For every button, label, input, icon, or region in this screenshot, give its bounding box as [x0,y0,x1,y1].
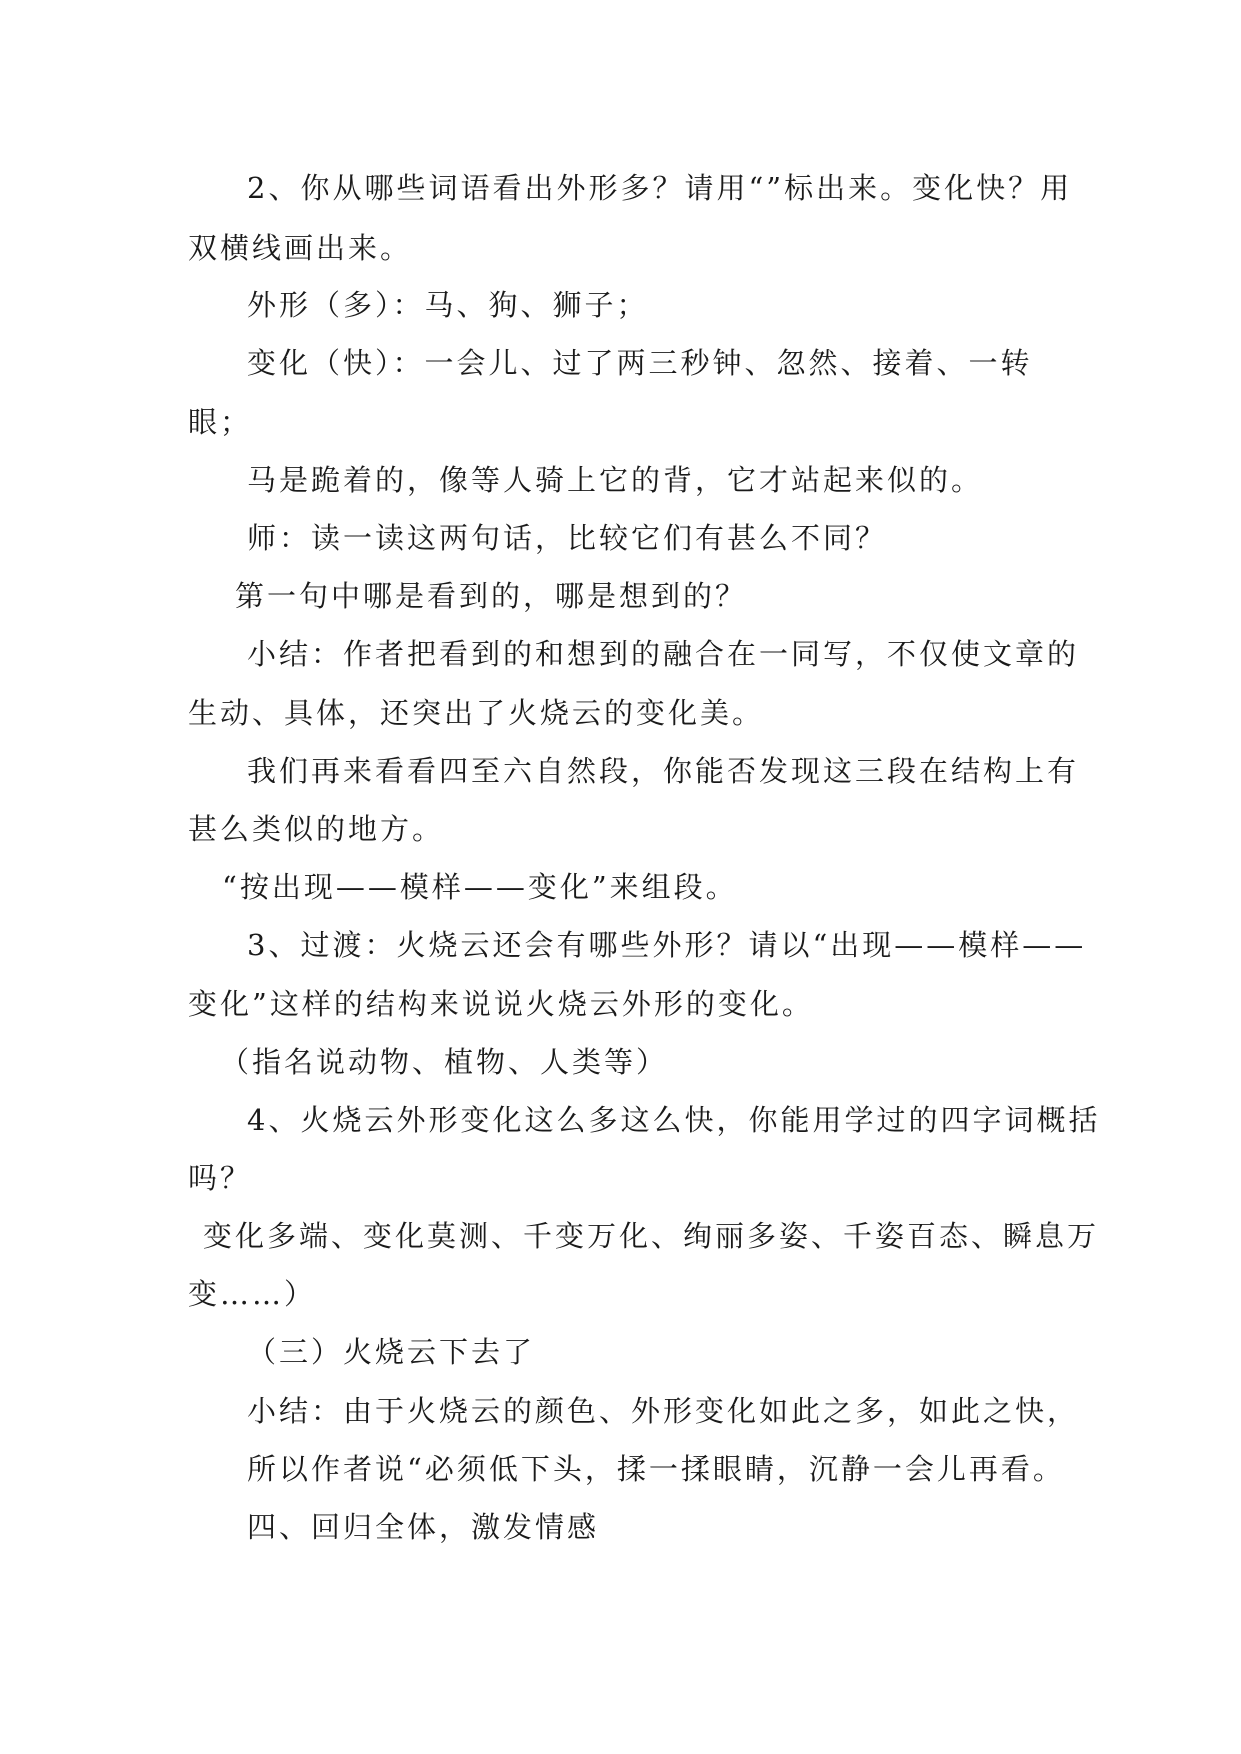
text-line: 吗？ [188,1161,253,1195]
text-line: 四、回归全体，激发情感 [247,1510,600,1544]
text-line: 小结：作者把看到的和想到的融合在一同写，不仅使文章的 [247,637,1080,671]
text-line: 马是跪着的，像等人骑上它的背，它才站起来似的。 [247,463,984,497]
text-line: 眼； [188,405,253,439]
text-line: （三）火烧云下去了 [247,1335,536,1369]
text-line: 小结：由于火烧云的颜色、外形变化如此之多，如此之快， [247,1394,1080,1428]
text-line: 4、火烧云外形变化这么多这么快，你能用学过的四字词概括 [247,1103,1101,1137]
text-line: 所以作者说“必须低下头，揉一揉眼睛，沉静一会儿再看。 [247,1452,1065,1486]
text-line: 外形（多）：马、狗、狮子； [247,288,649,322]
text-line: “按出现——模样——变化”来组段。 [222,870,738,904]
text-line: 变化多端、变化莫测、千变万化、绚丽多姿、千姿百态、瞬息万 [203,1219,1100,1253]
text-line: 生动、具体，还突出了火烧云的变化美。 [188,696,765,730]
text-line: 变化（快）：一会儿、过了两三秒钟、忽然、接着、一转 [247,346,1033,380]
text-line: 变……） [188,1277,317,1311]
text-line: 甚么类似的地方。 [188,812,445,846]
text-line: 变化”这样的结构来说说火烧云外形的变化。 [188,987,814,1021]
text-line: 3、过渡：火烧云还会有哪些外形？请以“出现——模样—— [247,928,1087,962]
text-line: 双横线画出来。 [188,231,413,265]
text-line: 第一句中哪是看到的，哪是想到的？ [235,579,748,613]
text-line: （指名说动物、植物、人类等） [220,1045,669,1079]
text-line: 师：读一读这两句话，比较它们有甚么不同？ [247,521,888,555]
text-line: 我们再来看看四至六自然段，你能否发现这三段在结构上有 [247,754,1080,788]
text-line: 2、你从哪些词语看出外形多？请用“”标出来。变化快？用 [247,171,1073,205]
